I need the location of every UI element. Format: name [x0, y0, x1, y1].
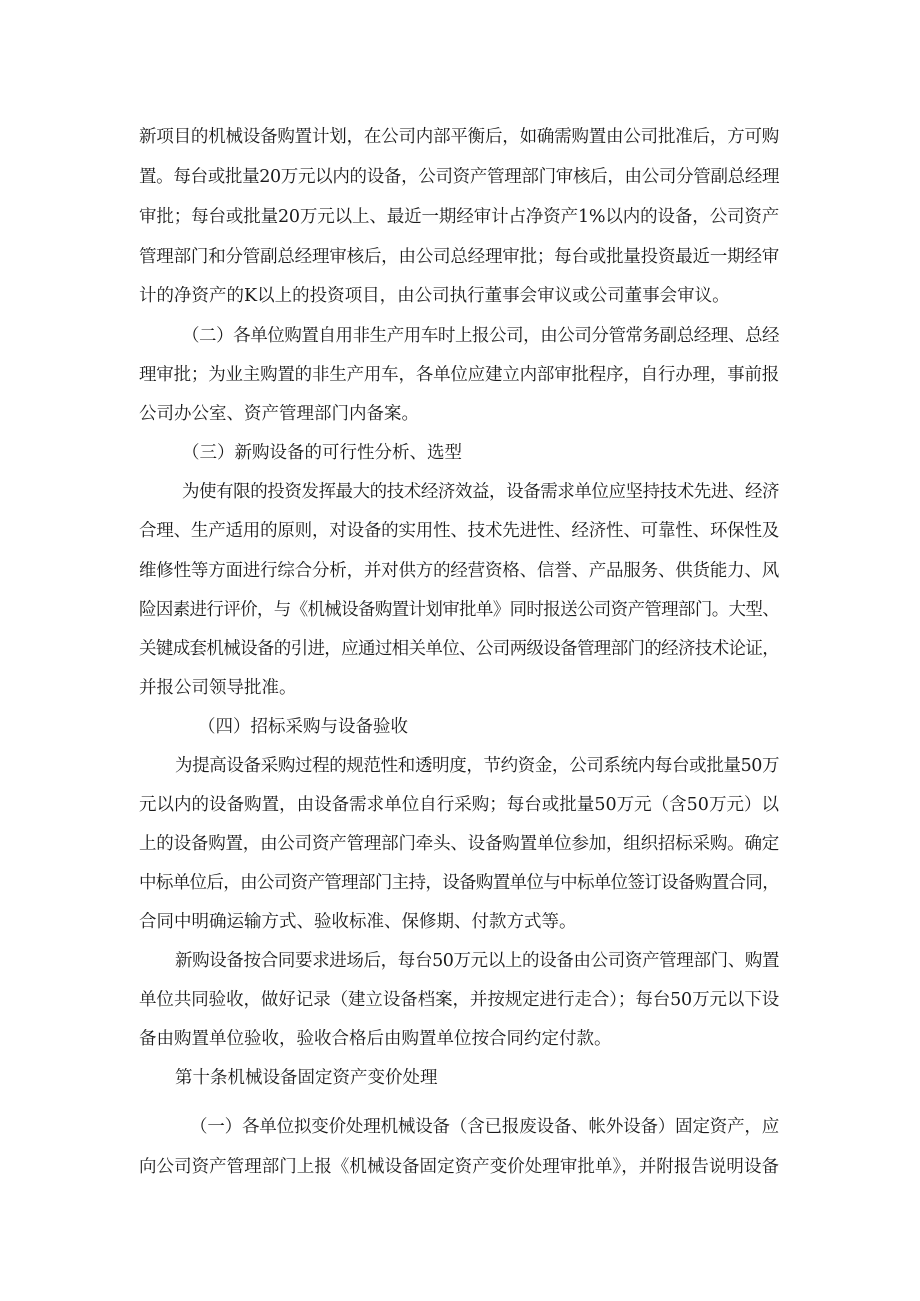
text-line: 合同中明确运输方式、验收标准、保修期、付款方式等。 [139, 912, 577, 932]
text-line: 新购设备按合同要求进场后，每台50万元以上的设备由公司资产管理部门、购置 [175, 951, 779, 971]
section-heading: （三）新购设备的可行性分析、选型 [182, 443, 462, 463]
text-line: 并报公司领导批准。 [139, 678, 297, 698]
text-line: 合理、生产适用的原则，对设备的实用性、技术先进性、经济性、可靠性、环保性及 [139, 521, 779, 541]
text-line: 险因素进行评价，与《机械设备购置计划审批单》同时报送公司资产管理部门。大型、 [139, 600, 779, 620]
text-line: 公司办公室、资产管理部门内备案。 [139, 404, 419, 424]
text-line: 置。每台或批量20万元以内的设备，公司资产管理部门审核后，由公司分管副总经理 [139, 167, 779, 187]
text-line: 单位共同验收，做好记录（建立设备档案，并按规定进行走合）；每台50万元以下设 [139, 990, 779, 1010]
article-heading: 第十条机械设备固定资产变价处理 [175, 1068, 438, 1088]
text-line: 元以内的设备购置，由设备需求单位自行采购；每台或批量50万元（含50万元）以 [139, 795, 779, 815]
text-line: 上的设备购置，由公司资产管理部门牵头、设备购置单位参加，组织招标采购。确定 [139, 834, 779, 854]
text-line: 维修性等方面进行综合分析，并对供方的经营资格、信誉、产品服务、供货能力、风 [139, 561, 779, 581]
text-line: 备由购置单位验收，验收合格后由购置单位按合同约定付款。 [139, 1029, 612, 1049]
text-line: 为使有限的投资发挥最大的技术经济效益，设备需求单位应坚持技术先进、经济 [182, 482, 779, 502]
text-line: 关键成套机械设备的引进，应通过相关单位、公司两级设备管理部门的经济技术论证， [139, 639, 779, 659]
text-line: 理审批；为业主购置的非生产用车，各单位应建立内部审批程序，自行办理，事前报 [139, 365, 779, 385]
text-line: 为提高设备采购过程的规范性和透明度，节约资金，公司系统内每台或批量50万 [175, 756, 779, 776]
text-line: 新项目的机械设备购置计划，在公司内部平衡后，如确需购置由公司批准后，方可购 [139, 127, 779, 147]
text-line: 向公司资产管理部门上报《机械设备固定资产变价处理审批单》，并附报告说明设备 [139, 1157, 779, 1177]
section-heading: （四）招标采购与设备验收 [198, 717, 408, 737]
text-line: （一）各单位拟变价处理机械设备（含已报废设备、帐外设备）固定资产，应 [190, 1117, 779, 1137]
text-line: 审批；每台或批量20万元以上、最近一期经审计占净资产1%以内的设备，公司资产 [139, 207, 779, 227]
text-line: 计的净资产的K以上的投资项目，由公司执行董事会审议或公司董事会审议。 [139, 286, 730, 306]
text-line: 管理部门和分管副总经理审核后，由公司总经理审批；每台或批量投资最近一期经审 [139, 247, 779, 267]
text-line: 中标单位后，由公司资产管理部门主持，设备购置单位与中标单位签订设备购置合同， [139, 873, 779, 893]
text-line: （二）各单位购置自用非生产用车时上报公司，由公司分管常务副总经理、总经 [182, 326, 779, 346]
